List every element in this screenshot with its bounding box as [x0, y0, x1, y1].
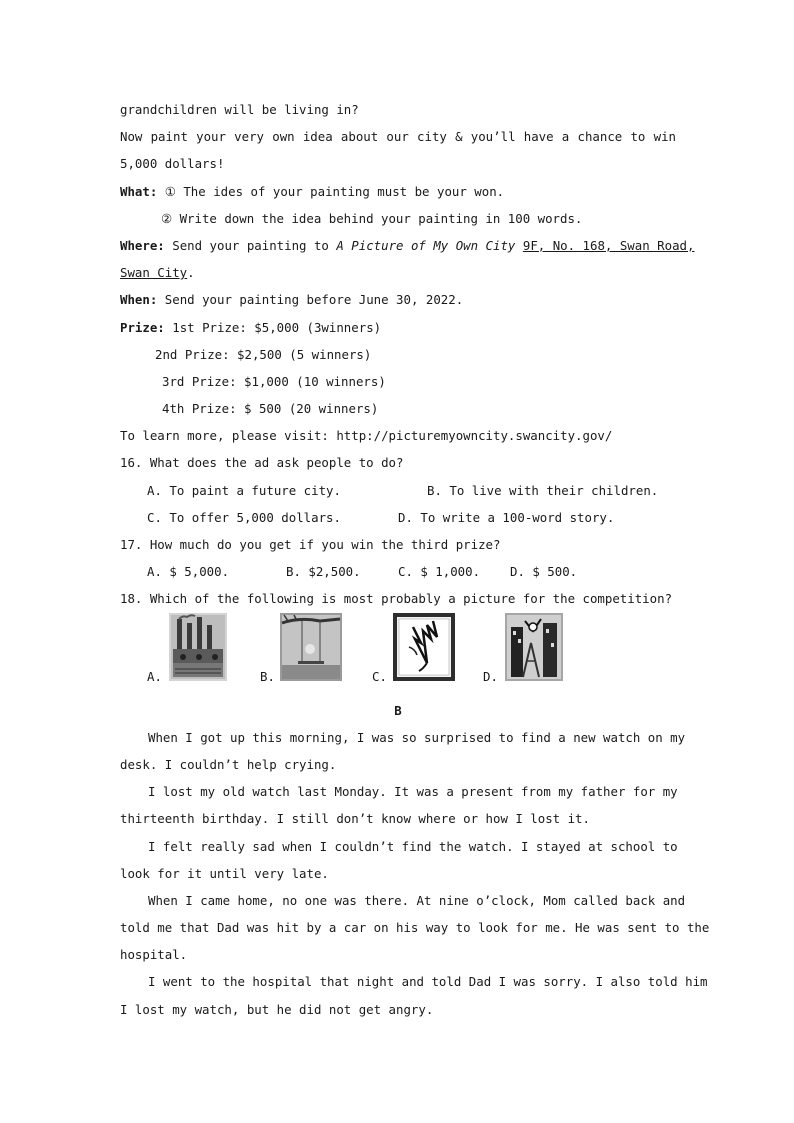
where-address-2: Swan City: [120, 265, 188, 281]
q18-option-d: D.: [483, 668, 498, 684]
passage-p4-line-1: When I came home, no one was there. At nine o’clock, Mom called back and: [148, 892, 686, 908]
passage-p2-line-1: I lost my old watch last Monday. It was a present from my father for my: [148, 784, 678, 800]
q18-option-a: A.: [147, 668, 162, 684]
where-text: Send your painting to: [172, 237, 329, 253]
q18-picture-d-city-image: [505, 613, 563, 681]
when-label: When:: [120, 292, 158, 308]
what-line-1: [120, 178, 676, 205]
question-17: 17. How much do you get if you win the third prize?: [120, 537, 501, 552]
passage-p3-line-1: I felt really sad when I couldn’t find the watch. I stayed at school to: [148, 838, 678, 854]
passage-p1-line-2: desk. I couldn’t help crying.: [120, 756, 337, 772]
q18-picture-c-flower-image: [393, 613, 455, 681]
prize-line-1: [120, 314, 676, 341]
question-18: 18. Which of the following is most probably a picture for the competition?: [120, 591, 673, 607]
q17-option-c: C. $ 1,000.: [398, 564, 481, 580]
q16-options-row-1: [120, 477, 676, 504]
q16-option-c: C. To offer 5,000 dollars.: [147, 509, 341, 525]
learn-more: To learn more, please visit: http://picturemyowncity.swancity.gov/: [120, 428, 613, 444]
ad-line-3: 5,000 dollars!: [120, 156, 225, 172]
q18-picture-b-swing-image: [280, 613, 342, 681]
what-item-2: ② Write down the idea behind your painting in 100 words.: [161, 210, 583, 226]
where-address-1: 9F, No. 168, Swan Road,: [522, 237, 695, 253]
passage-p3-line-2: look for it until very late.: [120, 865, 329, 881]
passage-p5-line-1: I went to the hospital that night and told Dad I was sorry. I also told him: [148, 974, 708, 990]
q16-option-d: D. To write a 100-word story.: [398, 509, 615, 525]
what-item-1: ① The ides of your painting must be your won.: [164, 183, 505, 199]
q17-option-b: B. $2,500.: [286, 564, 361, 580]
prize-2: 2nd Prize: $2,500 (5 winners): [155, 346, 372, 362]
ad-line-1: grandchildren will be living in?: [120, 102, 359, 117]
q18-option-c: C.: [372, 668, 387, 684]
when-line: [120, 286, 676, 313]
exam-page: [120, 96, 710, 1023]
passage-p5-line-2: I lost my watch, but he did not get angry.: [120, 1001, 434, 1017]
q16-option-a: A. To paint a future city.: [147, 482, 341, 498]
where-title: A Picture of My Own City: [336, 237, 516, 253]
q17-option-d: D. $ 500.: [510, 564, 578, 580]
ad-line-2: Now paint your very own idea about our city & you’ll have a chance to win: [120, 129, 676, 145]
prize-1: 1st Prize: $5,000 (3winners): [172, 319, 382, 335]
passage-p4-line-2: told me that Dad was hit by a car on his way to look for me. He was sent to the: [120, 920, 710, 936]
where-label: Where:: [120, 237, 165, 253]
q18-option-b: B.: [260, 668, 275, 684]
passage-p4-line-3: hospital.: [120, 947, 188, 963]
q17-options-row: [120, 558, 676, 585]
passage-p1-line-1: When I got up this morning, I was so surprised to find a new watch on my: [148, 729, 686, 745]
what-label: What:: [120, 183, 158, 199]
where-line-1: [120, 232, 695, 259]
where-end: .: [187, 265, 195, 281]
when-text: Send your painting before June 30, 2022.: [164, 292, 464, 308]
q18-pictures: [120, 613, 676, 697]
q16-option-b: B. To live with their children.: [427, 482, 659, 498]
passage-p2-line-2: thirteenth birthday. I still don’t know where or how I lost it.: [120, 811, 590, 827]
prize-3: 3rd Prize: $1,000 (10 winners): [162, 373, 386, 389]
prize-label: Prize:: [120, 319, 165, 335]
prize-4: 4th Prize: $ 500 (20 winners): [162, 401, 379, 417]
q18-picture-a-factory-image: [169, 613, 227, 681]
q16-options-row-2: [120, 504, 676, 531]
section-heading-b: B: [394, 702, 402, 718]
where-line-2: [120, 259, 676, 286]
question-16: 16. What does the ad ask people to do?: [120, 455, 404, 471]
q17-option-a: A. $ 5,000.: [147, 564, 230, 580]
